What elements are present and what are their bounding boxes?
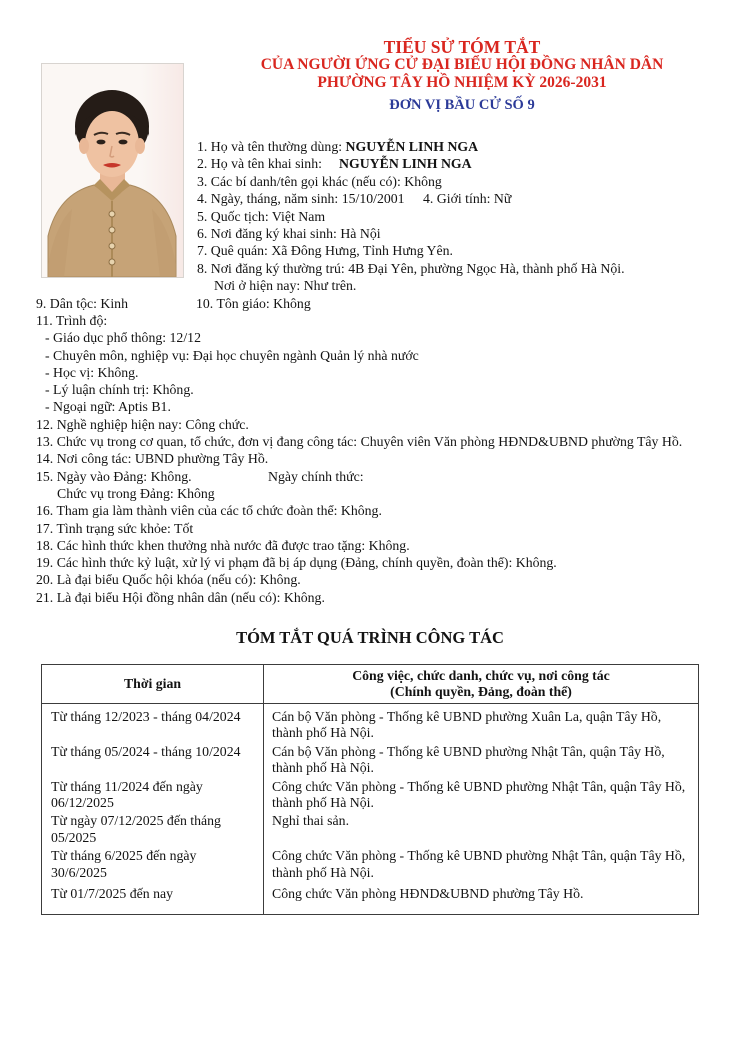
profile-item-16: 16. Tham gia làm thành viên của các tổ chức đoàn thể: Không. [36,503,382,519]
table-header-row [42,665,699,704]
row-time: Từ ngày 07/12/2025 đến tháng 05/2025 [42,812,264,847]
profile-item-11: 11. Trình độ: [36,312,108,328]
candidate-photo [41,63,184,278]
profile-item-2: 2. Họ và tên khai sinh: NGUYỄN LINH NGA [197,156,472,172]
row-time: Từ tháng 11/2024 đến ngày 06/12/2025 [42,778,264,813]
birth-date: 4. Ngày, tháng, năm sinh: 15/10/2001 [197,191,405,207]
column-header-position: Công việc, chức danh, chức vụ, nơi công tác (Chính quyền, Đảng, đoàn thể) [264,665,699,704]
profile-item-5: 5. Quốc tịch: Việt Nam [197,208,326,224]
table-row [42,847,699,882]
work-history-table [41,664,699,915]
row-time: Từ 01/7/2025 đến nay [42,882,264,915]
profile-item-9-10 [36,295,710,312]
profile-list-top [190,138,736,295]
row-desc: Cán bộ Văn phòng - Thống kê UBND phường Nhật Tân, quận Tây Hồ, thành phố Hà Nội. [272,743,665,776]
profile-item-8b: Nơi ở hiện nay: Như trên. [214,278,357,294]
table-row [42,882,699,915]
profile-item-19: 19. Các hình thức kỷ luật, xử lý vi phạm đã bị áp dụng (Đảng, chính quyền, đoàn thể): Không. [36,555,557,571]
row-desc: Nghỉ thai sản. [272,813,350,829]
profile-item-6: 6. Nơi đăng ký khai sinh: Hà Nội [197,226,381,242]
profile-item-3: 3. Các bí danh/tên gọi khác (nếu có): Không [197,173,442,189]
profile-item-11d: - Lý luận chính trị: Không. [45,382,194,398]
table-row [42,812,699,847]
title-line-1: TIỂU SỬ TÓM TẮT [383,37,541,57]
profile-item-11c: - Học vị: Không. [45,364,139,380]
profile-item-15b: Chức vụ trong Đảng: Không [57,485,215,501]
profile-item-15 [36,468,710,485]
common-name: NGUYỄN LINH NGA [345,139,479,154]
religion: 10. Tôn giáo: Không [196,295,311,311]
row-desc: Cán bộ Văn phòng - Thống kê UBND phường Xuân La, quận Tây Hồ, thành phố Hà Nội. [272,709,662,741]
profile-item-4 [197,190,736,207]
birth-name: NGUYỄN LINH NGA [339,156,472,172]
table-row [42,704,699,743]
work-history-title: TÓM TẮT QUÁ TRÌNH CÔNG TÁC [236,628,504,647]
portrait-illustration [42,64,183,277]
gender: 4. Giới tính: Nữ [423,191,512,207]
title-line-2: CỦA NGƯỜI ỨNG CỬ ĐẠI BIỂU HỘI ĐỒNG NHÂN DÂN [260,56,664,73]
profile-item-20: 20. Là đại biểu Quốc hội khóa (nếu có): Không. [36,572,301,588]
profile-item-17: 17. Tình trạng sức khỏe: Tốt [36,520,194,536]
profile-item-11a: - Giáo dục phổ thông: 12/12 [45,330,201,346]
profile-item-1: 1. Họ và tên thường dùng: NGUYỄN LINH NGA [197,139,479,154]
row-time: Từ tháng 05/2024 - tháng 10/2024 [42,743,264,778]
table-row [42,778,699,813]
profile-item-13: 13. Chức vụ trong cơ quan, tổ chức, đơn vị đang công tác: Chuyên viên Văn phòng HĐND&UBND phường Tây Hồ. [36,434,683,450]
profile-item-21: 21. Là đại biểu Hội đồng nhân dân (nếu có): Không. [36,589,325,605]
row-desc: Công chức Văn phòng - Thống kê UBND phường Nhật Tân, quận Tây Hồ, thành phố Hà Nội. [272,778,686,811]
document-header [190,0,734,114]
party-official-date: Ngày chính thức: [268,468,364,484]
title-line-3: PHƯỜNG TÂY HỒ NHIỆM KỲ 2026-2031 [317,73,607,91]
profile-list-bottom [36,295,710,606]
profile-item-18: 18. Các hình thức khen thưởng nhà nước đã được trao tặng: Không. [36,537,410,553]
profile-item-11b: - Chuyên môn, nghiệp vụ: Đại học chuyên ngành Quản lý nhà nước [45,347,419,363]
profile-item-11e: - Ngoại ngữ: Aptis B1. [45,399,171,415]
row-desc: Công chức Văn phòng HĐND&UBND phường Tây Hồ. [272,886,584,902]
profile-item-8: 8. Nơi đăng ký thường trú: 4B Đại Yên, phường Ngọc Hà, thành phố Hà Nội. [197,260,625,276]
table-row [42,743,699,778]
row-time: Từ tháng 12/2023 - tháng 04/2024 [42,704,264,743]
ethnicity: 9. Dân tộc: Kinh [36,295,128,311]
profile-item-14: 14. Nơi công tác: UBND phường Tây Hồ. [36,451,269,467]
row-desc: Công chức Văn phòng - Thống kê UBND phường Nhật Tân, quận Tây Hồ, thành phố Hà Nội. [272,848,686,880]
profile-item-12: 12. Nghề nghiệp hiện nay: Công chức. [36,416,249,432]
column-header-time: Thời gian [42,665,264,704]
election-unit-line: ĐƠN VỊ BẦU CỬ SỐ 9 [389,97,535,113]
party-join-date: 15. Ngày vào Đảng: Không. [36,468,192,484]
profile-item-7: 7. Quê quán: Xã Đông Hưng, Tỉnh Hưng Yên. [197,243,453,259]
row-time: Từ tháng 6/2025 đến ngày 30/6/2025 [42,847,264,882]
